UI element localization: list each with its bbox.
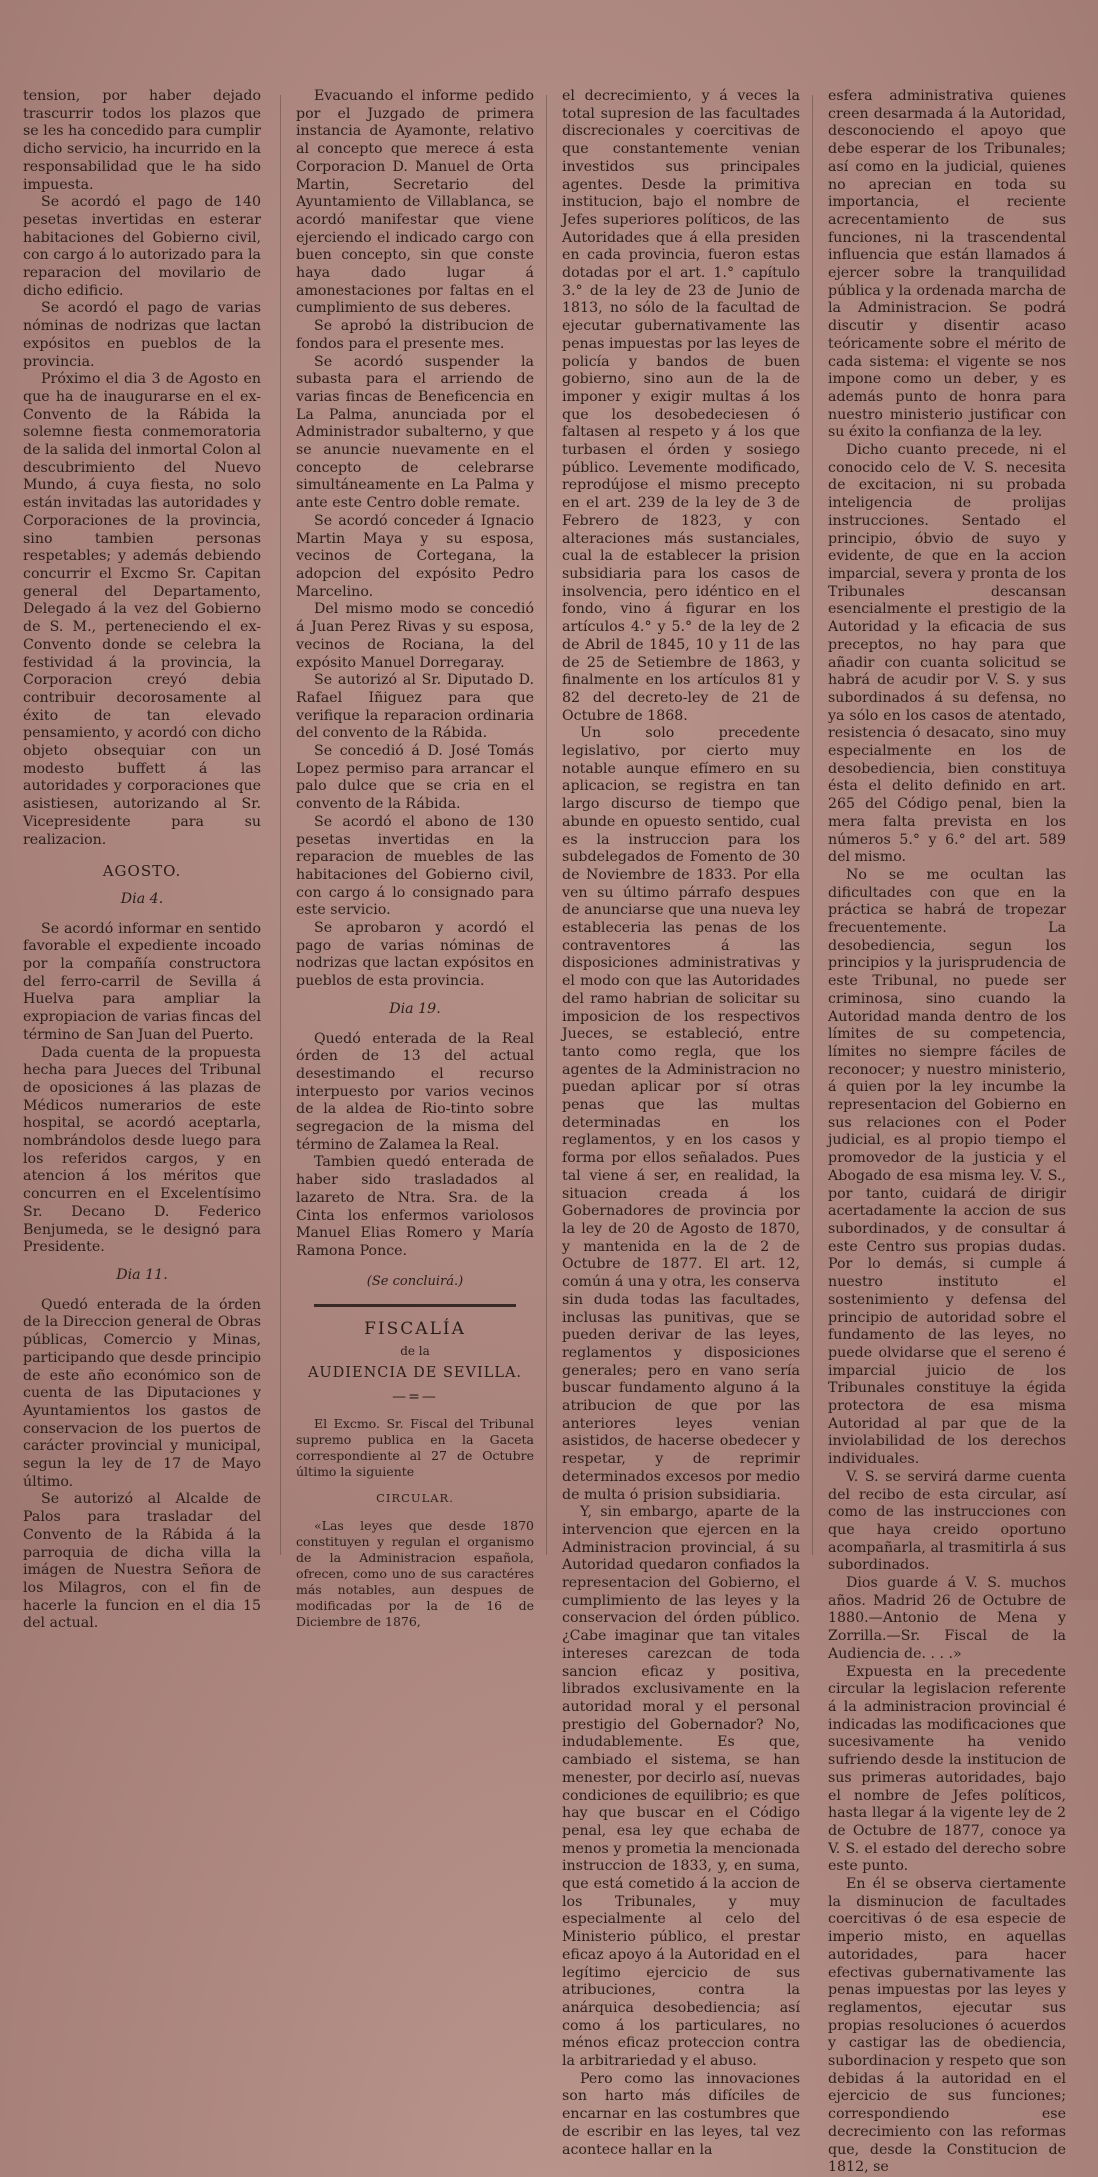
paragraph: Quedó enterada de la Real órden de 13 del actual desestimando el recurso interpuesto por varios vecinos de la aldea de Rio-tinto sobre segregacion de la misma del término de Zalamea la Real.	[296, 1030, 534, 1153]
paragraph: Se acordó el pago de 140 pesetas invertidas en esterar habitaciones del Gobierno civil, con cargo á lo autorizado para la reparacion del movilario de dicho edificio.	[23, 194, 261, 299]
day-heading: Dia 19.	[389, 1000, 441, 1017]
paragraph: «Las leyes que desde 1870 constituyen y regulan el organismo de la Administracion española, ofrecen, como uno de sus caractéres más notables, aun despues de modificadas por la de 16 de Diciembre de 1876,	[296, 1517, 534, 1629]
section-heading: AGOSTO.	[102, 862, 182, 881]
paragraph: V. S. se servirá darme cuenta del recibo de esta circular, así como de las instrucciones con que haya creido oportuno acompañarla, al trasmitirla á sus subordinados.	[828, 1468, 1066, 1574]
day-heading: Dia 4.	[120, 890, 164, 907]
paragraph: Un solo precedente legislativo, por cierto muy notable aunque efímero en su aplicacion, se registra en tan largo discurso de tiempo que abunde en opuesto sentido, cual es la instruccion para los subdelegados de Fomento de 30 de Noviembre de 1833. Por ella ven su último párrafo despues de anunciarse que una nueva ley estableceria las penas de los contraventores á las disposiciones administrativas y el modo con que las Autoridades del ramo habrian de solicitar su imposicion de los respectivos Jueces, se estableció, entre tanto como regla, que los agentes de la Administracion no puedan aplicar por sí otras penas que las multas determinadas en los reglamentos, y en los casos y forma por ellos señalados. Pues tal viene á ser, en realidad, la situacion creada á los Gobernadores de provincia por la ley de 20 de Agosto de 1870, y mantenida en la de 2 de Octubre de 1877. El art. 12, común á una y otra, les conserva sin duda todas las facultades, inclusas las punitivas, que se pueden derivar de las leyes, reglamentos y disposiciones generales; pero en vano sería buscar fundamento alguno á la atribucion de que por las anteriores leyes venian asistidos, de hacerse obedecer y respetar, y de reprimir determinados excesos por medio de multa ó prision subsidiaria.	[562, 725, 800, 1503]
paragraph: El Excmo. Sr. Fiscal del Tribunal supremo publica en la Gaceta correspondiente al 27 de Octubre último la siguiente	[296, 1416, 534, 1480]
column-4	[828, 88, 1066, 2177]
paragraph: Se concedió á D. José Tomás Lopez permiso para arrancar el palo dulce que se cria en el convento de la Rábida.	[296, 743, 534, 813]
section-subtitle: AUDIENCIA DE SEVILLA.	[307, 1364, 523, 1381]
column-divider	[280, 95, 281, 1555]
paragraph: esfera administrativa quienes creen desarmada á la Autoridad, desconociendo el apoyo que debe esperar de los Tribunales; así como en la judicial, quienes no aprecian en toda su importancia, el reciente acrecentamiento de sus funciones, ni la trascendental influencia que están llamados á ejercer sobre la tranquilidad pública y la ordenada marcha de la Administracion. Se podrá discutir y disentir acaso teóricamente sobre el mérito de cada sistema: el vigente se nos impone como un deber, y es además punto de honra para nuestro ministerio justificar con su éxito la confianza de la ley.	[828, 88, 1066, 441]
paragraph: Y, sin embargo, aparte de la intervencion que ejercen en la Administracion provincial, á su Autoridad quedaron confiados la representacion del Gobierno, el cumplimiento de las leyes y la conservacion del órden público. ¿Cabe imaginar que tan vitales intereses carezcan de toda sancion eficaz y positiva, librados exclusivamente en la autoridad moral y el personal prestigio del Gobernador? No, indudablemente. Es que, cambiado el sistema, se han menester, por decirlo así, nuevas condiciones de equilibrio; es que hay que buscar en el Código penal, esa ley que echaba de menos y prometia la mencionada instruccion de 1833, y, en suma, que está cometido á la accion de los Tribunales, y muy especialmente al celo del Ministerio público, el prestar eficaz apoyo á la Autoridad en el legítimo ejercicio de sus atribuciones, contra la anárquica desobediencia; así como á los particulares, no ménos eficaz proteccion contra la arbitrariedad y el abuso.	[562, 1504, 800, 2070]
paragraph: Pero como las innovaciones son harto más difíciles de encarnar en las costumbres que de escribir en las leyes, tal vez acontece hallar en la	[562, 2070, 800, 2158]
paragraph: Se acordó el pago de varias nóminas de nodrizas que lactan expósitos en pueblos de la provincia.	[23, 300, 261, 370]
horizontal-rule	[314, 1304, 516, 1307]
paragraph: En él se observa ciertamente la disminucion de facultades coercitivas ó de esa especie de imperio misto, en aquellas autoridades, para hacer efectivas gubernativamente las penas impuestas por las leyes y reglamentos, ejecutar sus propias resoluciones ó acuerdos y castigar las de obediencia, subordinacion y respeto que son debidas á la autoridad en el ejercicio de sus funciones; correspondiendo ese decrecimiento con las reformas que, desde la Constitucion de 1812, se	[828, 1876, 1066, 2176]
paragraph: Tambien quedó enterada de haber sido trasladados al lazareto de Ntra. Sra. de la Cinta los enfermos variolosos Manuel Elias Romero y María Ramona Ponce.	[296, 1154, 534, 1259]
circular-heading: CIRCULAR.	[376, 1491, 454, 1506]
day-heading: Dia 11.	[116, 1267, 168, 1283]
paragraph: tension, por haber dejado trascurrir todos los plazos que se les ha concedido para cumplir dicho servicio, ha incurrido en la responsabilidad que le ha sido impuesta.	[23, 88, 261, 193]
paragraph: Quedó enterada de la órden de la Direccion general de Obras públicas, Comercio y Minas, participando que desde principio de este año económico son de cuenta de las Diputaciones y Ayuntamientos los gastos de conservacion de los puertos de carácter provincial y municipal, segun la ley de 17 de Mayo último.	[23, 1296, 261, 1490]
column-2	[296, 88, 534, 1630]
paragraph: Evacuando el informe pedido por el Juzgado de primera instancia de Ayamonte, relativo al concepto que merece á esta Corporacion D. Manuel de Orta Martin, Secretario del Ayuntamiento de Villablanca, se acordó manifestar que viene ejerciendo el indicado cargo con buen concepto, sin que conste haya dado lugar á amonestaciones por faltas en el cumplimiento de sus deberes.	[296, 88, 534, 317]
paragraph: Expuesta en la precedente circular la legislacion referente á la administracion provincial é indicadas las modificaciones que sucesivamente ha venido sufriendo desde la institucion de sus primeras autoridades, bajo el nombre de Jefes políticos, hasta llegar á la vigente ley de 2 de Octubre de 1877, conoce ya V. S. el estado del derecho sobre este punto.	[828, 1663, 1066, 1875]
paragraph: Se acordó conceder á Ignacio Martin Maya y su esposa, vecinos de Cortegana, la adopcion del expósito Pedro Marcelino.	[296, 512, 534, 600]
column-divider	[546, 95, 547, 1555]
paragraph: Dicho cuanto precede, ni el conocido celo de V. S. necesita de excitacion, ni su probada inteligencia de prolijas instrucciones. Sentado el principio, óbvio de suyo y evidente, de que en la accion imparcial, severa y pronta de los Tribunales descansan esencialmente el prestigio de la Autoridad y la eficacia de sus preceptos, no hay para que añadir con cuanta solicitud se habrá de acudir por V. S. y sus subordinados á su defensa, no ya sólo en los casos de atentado, resistencia ó desacato, sino muy especialmente en los de desobediencia, bien constituya ésta el delito definido en art. 265 del Código penal, bien la mera falta prevista en los números 5.° y 6.° del art. 589 del mismo.	[828, 442, 1066, 866]
paragraph: Del mismo modo se concedió á Juan Perez Rivas y su esposa, vecinos de Rociana, la del expósito Manuel Dorregaray.	[296, 601, 534, 671]
paragraph: No se me ocultan las dificultades con que en la práctica se habrá de tropezar frecuentemente. La desobediencia, segun los principios y la jurisprudencia de este Tribunal, no puede ser criminosa, sino cuando la Autoridad manda dentro de los límites de su competencia, límites no siempre fáciles de reconocer; y nuestro ministerio, á quien por la ley incumbe la representacion del Gobierno en sus relaciones con el Poder judicial, es al propio tiempo el promovedor de la justicia y el Abogado de esa misma ley. V. S., por tanto, cuidará de dirigir acertadamente la accion de sus subordinados, y de consultar á este Centro sus propias dudas. Por lo demás, si cumple á nuestro instituto el sostenimiento y defensa del principio de autoridad sobre el fundamento de las leyes, no puede olvidarse que el sereno é imparcial juicio de los Tribunales constituye la égida protectora de esa misma Autoridad al par que de la inviolabilidad de los derechos individuales.	[828, 866, 1066, 1468]
paragraph: Se acordó informar en sentido favorable el expediente incoado por la compañía constructora del ferro-carril de Sevilla á Huelva para ampliar la expropiacion de varias fincas del término de San Juan del Puerto.	[23, 920, 261, 1043]
paragraph: Dios guarde á V. S. muchos años. Madrid 26 de Octubre de 1880.—Antonio de Mena y Zorrilla.—Sr. Fiscal de la Audiencia de. . . .»	[828, 1575, 1066, 1662]
ornament: —=—	[392, 1388, 438, 1405]
paragraph: Dada cuenta de la propuesta hecha para Jueces del Tribunal de oposiciones á las plazas de Médicos numerarios de este hospital, se acordó aceptarla, nombrándolos desde luego para los referidos cargos, y en atencion á los méritos que concurren en el Excelentísimo Sr. Decano D. Federico Benjumeda, se le designó para Presidente.	[23, 1044, 261, 1256]
column-1	[23, 88, 261, 1633]
paragraph: Se aprobaron y acordó el pago de varias nóminas de nodrizas que lactan expósitos en pueblos de esta provincia.	[296, 920, 534, 990]
paragraph: Se acordó el abono de 130 pesetas invertidas en la reparacion de muebles de las habitaciones del Gobierno civil, con cargo á lo consignado para este servicio.	[296, 813, 534, 919]
paragraph: Se autorizó al Sr. Diputado D. Rafael Iñiguez para que verifique la reparacion ordinaria del convento de la Rábida.	[296, 672, 534, 742]
column-divider	[812, 95, 813, 1555]
section-title: FISCALÍA	[364, 1319, 466, 1340]
section-title-connector: de la	[400, 1344, 430, 1359]
paragraph: el decrecimiento, y á veces la total supresion de las facultades discrecionales y coercitivas de que constantemente venian investidos sus principales agentes. Desde la primitiva institucion, bajo el nombre de Jefes superiores políticos, de las Autoridades que á ella presiden en cada provincia, fueron estas dotadas por el art. 1.° capítulo 3.° de la ley de 23 de Junio de 1813, no sólo de la facultad de ejecutar gubernativamente las penas impuestas por las leyes de policía y bandos de buen gobierno, sino aun de la de imponer y exigir multas á los que los desobedeciesen ó faltasen al respeto y á los que turbasen el órden y sosiego público. Levemente modificado, reprodújose el mismo precepto en el art. 239 de la ley de 3 de Febrero de 1823, y con alteraciones más sustanciales, cual la de establecer la prision subsidiaria para los casos de insolvencia, pero idéntico en el fondo, vino á figurar en los artículos 4.° y 5.° de la ley de 2 de Abril de 1845, 10 y 11 de las de 25 de Setiembre de 1863, y finalmente en los artículos 81 y 82 del decreto-ley de 21 de Octubre de 1868.	[562, 88, 800, 724]
paragraph: Se acordó suspender la subasta para el arriendo de varias fincas de Beneficencia en La Palma, anunciada por el Administrador subalterno, y que se anuncie nuevamente en el concepto de celebrarse simultáneamente en La Palma y ante este Centro doble remate.	[296, 353, 534, 512]
column-3	[562, 88, 800, 2159]
continued-note: (Se concluirá.)	[366, 1273, 464, 1289]
paragraph: Próximo el dia 3 de Agosto en que ha de inaugurarse en el ex-Convento de la Rábida la solemne fiesta conmemoratoria de la salida del inmortal Colon al descubrimiento del Nuevo Mundo, á cuya fiesta, no solo están invitadas las autoridades y Corporaciones de la provincia, sino tambien personas respetables; y además debiendo concurrir el Excmo Sr. Capitan general del Departamento, Delegado á la vez del Gobierno de S. M., perteneciendo el ex-Convento donde se celebra la festividad á la provincia, la Corporacion creyó debia contribuir decorosamente al éxito de tan elevado pensamiento, y acordó con dicho objeto obsequiar con un modesto buffett á las autoridades y corporaciones que asistiesen, autorizando al Sr. Vicepresidente para su realizacion.	[23, 371, 261, 848]
paragraph: Se aprobó la distribucion de fondos para el presente mes.	[296, 318, 534, 352]
paragraph: Se autorizó al Alcalde de Palos para trasladar del Convento de la Rábida á la parroquia de dicha villa la imágen de Nuestra Señora de los Milagros, con el fin de hacerle la funcion en el dia 15 del actual.	[23, 1491, 261, 1632]
